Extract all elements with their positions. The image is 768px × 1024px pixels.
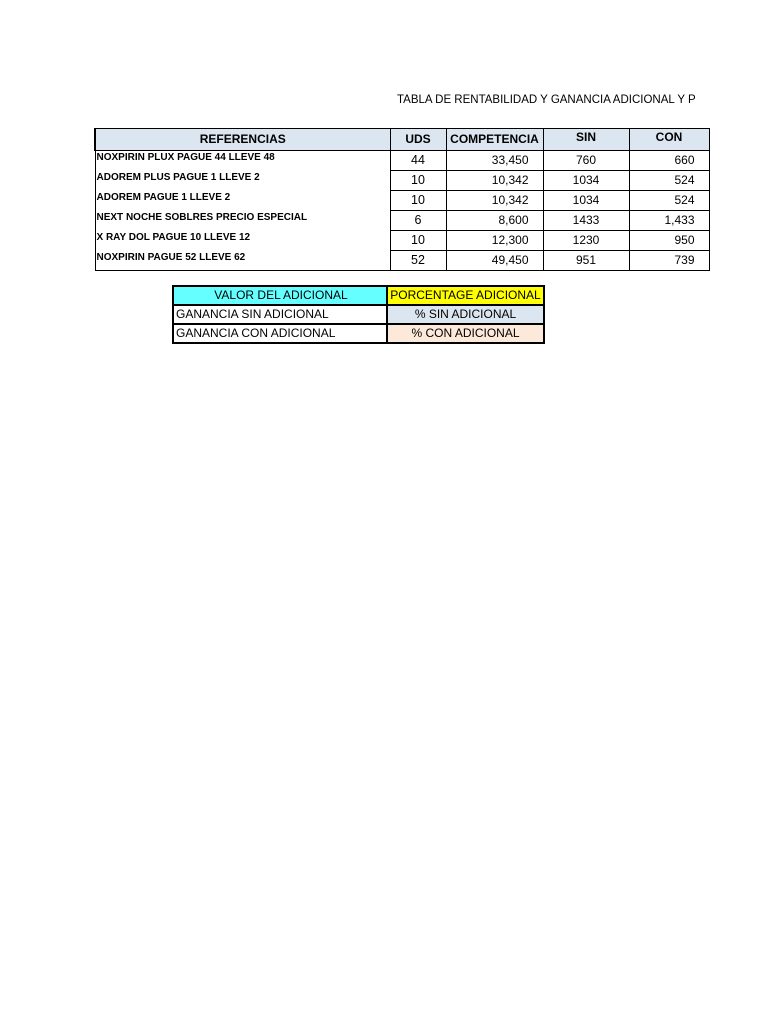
legend-cell-porcentaje-sin[interactable]: % SIN ADICIONAL [387,305,544,324]
header-sin[interactable]: SIN [543,129,629,151]
page-title: TABLA DE RENTABILIDAD Y GANANCIA ADICIONAL Y P [397,94,696,106]
cell-referencia[interactable]: X RAY DOL PAGUE 10 LLEVE 12 [95,231,390,251]
cell-con[interactable]: 739 [629,251,709,271]
cell-uds[interactable]: 10 [390,231,446,251]
cell-sin[interactable]: 1034 [543,171,629,191]
cell-competencia[interactable]: 10,342 [446,191,543,211]
table-row [95,151,709,171]
table-row [95,191,709,211]
header-competencia[interactable]: COMPETENCIA [446,129,543,151]
cell-competencia[interactable]: 49,450 [446,251,543,271]
cell-uds[interactable]: 44 [390,151,446,171]
legend-cell-valor-adicional[interactable]: VALOR DEL ADICIONAL [173,286,387,305]
legend-row [173,305,544,324]
cell-uds[interactable]: 10 [390,171,446,191]
header-con[interactable]: CON [629,129,709,151]
cell-referencia[interactable]: NOXPIRIN PAGUE 52 LLEVE 62 [95,251,390,271]
header-uds[interactable]: UDS [390,129,446,151]
table-row [95,251,709,271]
legend-cell-ganancia-con[interactable]: GANANCIA CON ADICIONAL [173,324,387,343]
cell-referencia[interactable]: ADOREM PAGUE 1 LLEVE 2 [95,191,390,211]
table-row [95,211,709,231]
legend-cell-porcentaje-con[interactable]: % CON ADICIONAL [387,324,544,343]
cell-con[interactable]: 950 [629,231,709,251]
cell-con[interactable]: 660 [629,151,709,171]
cell-sin[interactable]: 1034 [543,191,629,211]
legend-row [173,324,544,343]
header-referencias[interactable]: REFERENCIAS [95,129,390,151]
table-row [95,231,709,251]
cell-uds[interactable]: 52 [390,251,446,271]
legend-table [172,285,545,344]
cell-referencia[interactable]: ADOREM PLUS PAGUE 1 LLEVE 2 [95,171,390,191]
legend-cell-ganancia-sin[interactable]: GANANCIA SIN ADICIONAL [173,305,387,324]
cell-sin[interactable]: 1230 [543,231,629,251]
cell-con[interactable]: 524 [629,171,709,191]
cell-competencia[interactable]: 10,342 [446,171,543,191]
table-header-row [95,129,709,151]
table-row [95,171,709,191]
cell-con[interactable]: 1,433 [629,211,709,231]
cell-competencia[interactable]: 12,300 [446,231,543,251]
cell-sin[interactable]: 1433 [543,211,629,231]
legend-cell-porcentage-adicional[interactable]: PORCENTAGE ADICIONAL [387,286,544,305]
cell-uds[interactable]: 6 [390,211,446,231]
cell-competencia[interactable]: 33,450 [446,151,543,171]
legend-row [173,286,544,305]
rentabilidad-table [94,128,710,271]
cell-sin[interactable]: 951 [543,251,629,271]
cell-referencia[interactable]: NOXPIRIN PLUX PAGUE 44 LLEVE 48 [95,151,390,171]
cell-referencia[interactable]: NEXT NOCHE SOBLRES PRECIO ESPECIAL [95,211,390,231]
cell-sin[interactable]: 760 [543,151,629,171]
cell-con[interactable]: 524 [629,191,709,211]
cell-uds[interactable]: 10 [390,191,446,211]
cell-competencia[interactable]: 8,600 [446,211,543,231]
